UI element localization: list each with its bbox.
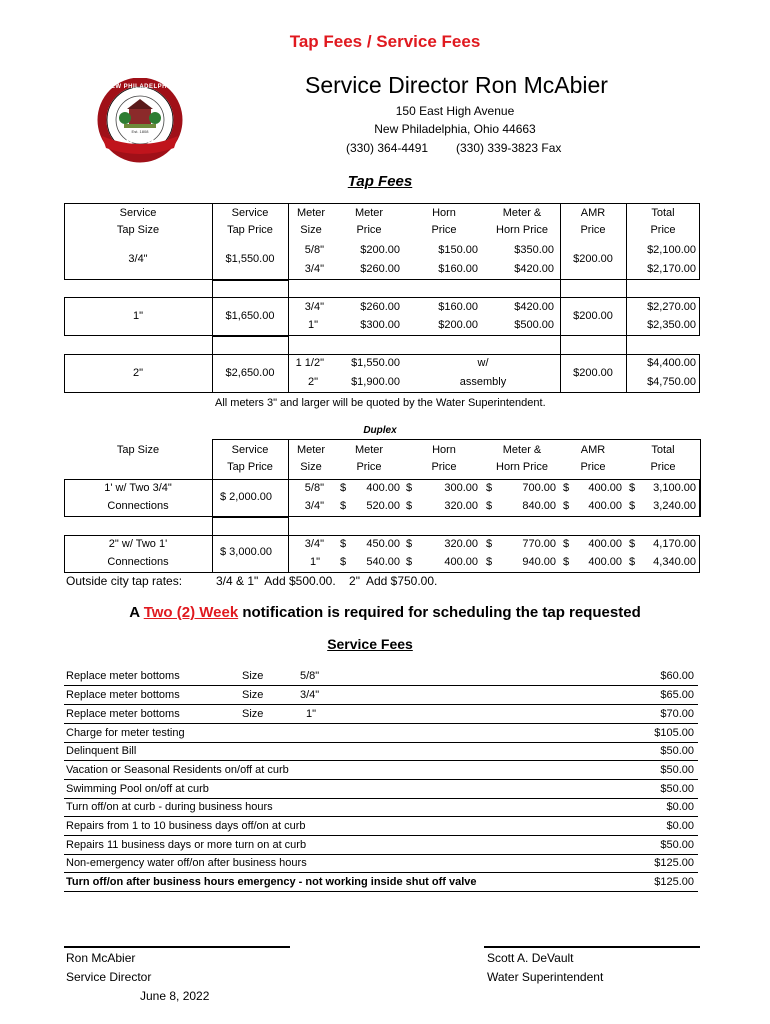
table-cell: 2" [307,376,318,388]
table-row-tap-price: $2,650.00 [225,367,275,379]
dollar-sign: $ [340,556,347,568]
table-cell: 3,100.00 [653,482,696,494]
city-seal-logo [94,78,186,164]
table-cell: w/ [477,357,489,369]
duplex-header-horn-price: Horn Price [431,444,457,473]
table-cell: 3/4" [304,301,324,313]
dollar-sign: $ [563,500,570,512]
table-row: Delinquent Bill $50.00 [64,743,698,761]
table-cell: assembly [459,376,507,388]
table-cell: 700.00 [522,482,556,494]
table-row-size: 3/4" [128,253,148,265]
table-row-tap-price: $1,550.00 [225,253,275,265]
table-cell: 3,240.00 [653,500,696,512]
dollar-sign: $ [406,538,413,550]
table-cell: $200.00 [573,310,613,322]
table-cell: $2,100.00 [647,244,696,256]
table-row: Replace meter bottoms Size 3/4" $65.00 [64,687,698,705]
dollar-sign: $ [406,500,413,512]
table-cell: $160.00 [438,263,478,275]
table-cell: $160.00 [438,301,478,313]
service-fees-title: Service Fees [327,636,413,652]
table-row: Non-emergency water off/on after business hours $125.00 [64,855,698,873]
dollar-sign: $ [340,482,347,494]
dollar-sign: $ [486,556,493,568]
table-row: Swimming Pool on/off at curb $50.00 [64,781,698,799]
table-cell: $150.00 [438,244,478,256]
table-cell: 400.00 [588,500,622,512]
header-service-tap-size: Service Tap Size [116,207,160,236]
table-cell: $200.00 [573,253,613,265]
dollar-sign: $ [340,500,347,512]
duplex-header-meter-horn-price: Meter & Horn Price [496,444,548,473]
table-cell: $200.00 [438,319,478,331]
header-meter-price: Meter Price [354,207,384,236]
table-cell: $2,270.00 [647,301,696,313]
signature-line-right [484,946,700,948]
signature-line-left [64,946,290,948]
notification: A Two (2) Week notification is required for scheduling the tap requested [129,604,641,621]
table-cell: 840.00 [522,500,556,512]
duplex-row-size-sub: Connections [107,556,169,568]
table-cell: 540.00 [366,556,400,568]
duplex-row-tap-price: $ 3,000.00 [220,546,272,558]
table-row: Vacation or Seasonal Residents on/off at curb $50.00 [64,762,698,780]
table-row: Turn off/on after business hours emergency - not working inside shut off valve $125.00 [64,874,698,892]
table-cell: 1" [309,556,320,568]
table-cell: 3/4" [304,538,324,550]
table-cell: 4,170.00 [653,538,696,550]
dollar-sign: $ [629,538,636,550]
dollar-sign: $ [486,500,493,512]
table-cell: 400.00 [366,482,400,494]
table-row-tap-price: $1,650.00 [225,310,275,322]
table-note: All meters 3" and larger will be quoted by the Water Superintendent. [215,397,546,409]
table-cell: $260.00 [360,263,400,275]
table-cell: 770.00 [522,538,556,550]
table-cell: 400.00 [588,556,622,568]
dollar-sign: $ [563,482,570,494]
table-cell: 300.00 [444,482,478,494]
table-cell: 400.00 [444,556,478,568]
header-horn-price: Horn Price [431,207,457,236]
duplex-header-amr-price: AMR Price [580,444,606,473]
table-cell: 940.00 [522,556,556,568]
duplex-title: Duplex [363,425,397,436]
right-signer-title: Water Superintendent [487,970,604,984]
fax: (330) 339-3823 Fax [456,141,562,155]
duplex-row-size: 1' w/ Two 3/4" [104,482,172,494]
table-cell: $200.00 [360,244,400,256]
table-cell: $2,170.00 [647,263,696,275]
dollar-sign: $ [563,538,570,550]
address-line-1: 150 East High Avenue [395,104,515,118]
table-cell: 5/8" [304,482,324,494]
table-cell: $420.00 [514,301,554,313]
table-cell: 1" [307,319,318,331]
table-cell: 400.00 [588,482,622,494]
table-row: Repairs from 1 to 10 business days off/on at curb $0.00 [64,818,698,836]
logo-ring-text: NEW PHILADELPHIA [106,84,174,90]
header-total-price: Total Price [650,207,676,236]
table-cell: 3/4" [304,500,324,512]
table-cell: 3/4" [304,263,324,275]
table-cell: 400.00 [588,538,622,550]
dollar-sign: $ [629,556,636,568]
right-signer-name: Scott A. DeVault [487,951,574,965]
table-cell: $350.00 [514,244,554,256]
director-title: Service Director Ron McAbier [305,72,608,98]
logo-est-text: Est. 1808 [131,129,149,134]
table-row: Turn off/on at curb - during business hours $0.00 [64,799,698,817]
table-cell: $260.00 [360,301,400,313]
outside-city-label: Outside city tap rates: [66,574,183,588]
table-cell: $4,400.00 [647,357,696,369]
header-service-tap-price: Service Tap Price [227,207,273,236]
table-row-size: 2" [132,367,144,379]
table-cell: $500.00 [514,319,554,331]
header-meter-size: Meter Size [296,207,326,236]
duplex-row-size-sub: Connections [107,500,169,512]
dollar-sign: $ [486,538,493,550]
notification-highlight: Two (2) Week [143,604,239,621]
table-row: Repairs 11 business days or more turn on at curb $50.00 [64,837,698,855]
duplex-header-total-price: Total Price [650,444,676,473]
duplex-header-tap-price: Service Tap Price [227,444,273,473]
dollar-sign: $ [629,500,636,512]
table-cell: $2,350.00 [647,319,696,331]
table-cell: $300.00 [360,319,400,331]
dollar-sign: $ [340,538,347,550]
left-signer-name: Ron McAbier [66,951,136,965]
table-cell: 1 1/2" [295,357,324,369]
duplex-row-tap-price: $ 2,000.00 [220,491,272,503]
header-meter-horn-price: Meter & Horn Price [496,207,548,236]
duplex-header-meter-size: Meter Size [296,444,326,473]
dollar-sign: $ [629,482,636,494]
duplex-header-meter-price: Meter Price [354,444,384,473]
header-amr-price: AMR Price [580,207,606,236]
table-row: Charge for meter testing $105.00 [64,725,698,743]
table-cell: $420.00 [514,263,554,275]
dollar-sign: $ [563,556,570,568]
dollar-sign: $ [486,482,493,494]
table-cell: 450.00 [366,538,400,550]
table-cell: 320.00 [444,538,478,550]
duplex-row-size: 2" w/ Two 1' [108,538,168,550]
table-cell: $200.00 [573,367,613,379]
logo-banner-text: OHIO [125,134,155,146]
left-signer-title: Service Director [66,970,152,984]
outside-city-value: 3/4 & 1" Add $500.00. 2" Add $750.00. [216,574,438,588]
signature-date: June 8, 2022 [140,989,210,1003]
table-cell: 5/8" [304,244,324,256]
table-row: Replace meter bottoms Size 5/8" $60.00 [64,668,698,686]
dollar-sign: $ [406,482,413,494]
table-row: Replace meter bottoms Size 1" $70.00 [64,706,698,724]
duplex-header-tap-size: Tap Size [116,444,160,456]
table-cell: $1,900.00 [351,376,400,388]
table-cell: 4,340.00 [653,556,696,568]
phone: (330) 364-4491 [346,141,429,155]
table-cell: $1,550.00 [351,357,400,369]
table-cell: 320.00 [444,500,478,512]
table-cell: $4,750.00 [647,376,696,388]
table-cell: 520.00 [366,500,400,512]
table-row-size: 1" [132,310,144,322]
dollar-sign: $ [406,556,413,568]
top-title: Tap Fees / Service Fees [289,32,481,51]
tap-fees-title: Tap Fees [347,173,413,190]
address-line-2: New Philadelphia, Ohio 44663 [374,122,536,136]
